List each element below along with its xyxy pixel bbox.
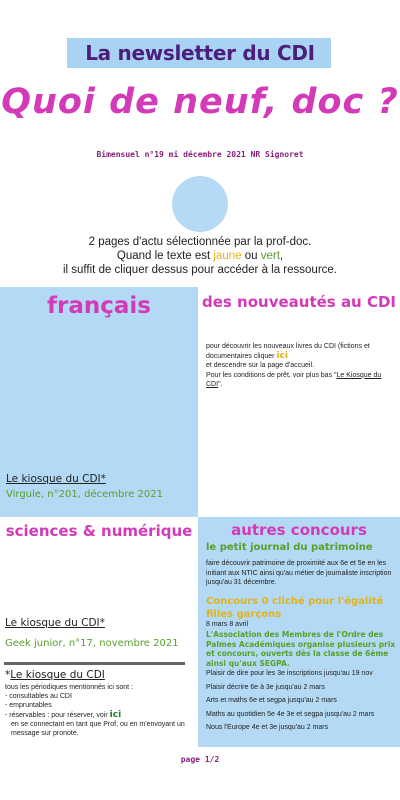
ici-link-nouveautes[interactable]: ici (276, 350, 288, 361)
concours-0-cliche-dates: 8 mars 8 avril (206, 621, 249, 628)
green-word: vert (260, 250, 280, 262)
section-nouveautes (198, 287, 400, 517)
nouveautes-title: des nouveautés au CDI (201, 293, 397, 311)
kiosque-link-francais[interactable]: Le kiosque du CDI* (6, 473, 106, 485)
headline: Quoi de neuf, doc ? (1, 82, 399, 122)
intro-text (0, 235, 400, 277)
logo-circle (172, 176, 228, 232)
concours-title: autres concours (231, 521, 367, 539)
intro-line-1: 2 pages d'actu sélectionnée par la prof-doc. (88, 236, 312, 248)
yellow-word: jaune (213, 250, 242, 262)
issue-line: Bimensuel n°19 mi décembre 2021 NR Signoret (96, 150, 304, 159)
kiosque-note-heading: *Le kiosque du CDI (5, 669, 105, 681)
concours-item: Plaisir décrire 6e à 3e jusqu'au 2 mars (206, 683, 325, 691)
concours-0-cliche-link[interactable]: Concours 0 cliché pour l'égalité filles garçons (206, 596, 384, 620)
page-number: page 1/2 (180, 755, 220, 764)
intro-line-2: Quand le texte est jaune ou vert, (116, 250, 284, 262)
divider (4, 662, 185, 665)
concours-list (206, 669, 398, 737)
intro-line-3: il suffit de cliquer dessus pour accéder à la ressource. (62, 264, 337, 276)
kiosque-link-note[interactable]: Le Kiosque du CDI (206, 371, 382, 388)
concours-item: Maths au quotidien 5e 4e 3e et segpa jusqu'au 2 mars (206, 710, 375, 718)
concours-palmes-link[interactable]: L'Association des Membres de l'Ordre des Palmes Académiques organise plusieurs prix et concours, ouverts dès la classe de 6ème ainsi qu'aux SEGPA. (206, 630, 396, 668)
sciences-title: sciences & numérique (5, 522, 193, 540)
newsletter-title: La newsletter du CDI (85, 41, 315, 65)
concours-item: Plaisir de dire pour les 3e inscriptions jusqu'au 19 nov (206, 670, 373, 677)
concours-item: Arts et maths 6e et segpa jusqu'au 2 mars (206, 697, 337, 704)
concours-patrimoine-text: faire découvrir patrimoine de proximité aux 6e et 5e en les initiant aux NTIC ainsi qu'au métier de journaliste inscription jusqu'au 31 décembre. (206, 560, 392, 586)
kiosque-note-text: tous les périodiques mentionnés ici sont : - consultables au CDI - empruntables - réservables : pour réserver, voir ici en se connectant en tant que Prof, ou en m'envoyant un message sur pronote. (5, 684, 185, 738)
kiosque-item-virgule[interactable]: Virgule, n°201, décembre 2021 (6, 489, 164, 500)
ici-link-reserver[interactable]: ici (109, 709, 122, 720)
concours-patrimoine-link[interactable]: le petit journal du patrimoine (206, 542, 373, 553)
kiosque-link-sciences[interactable]: Le kiosque du CDI* (5, 617, 105, 629)
concours-item: Nous l'Europe 4e et 3e jusqu'au 2 mars (206, 724, 329, 731)
nouveautes-text: pour découvrir les nouveaux livres du CDI (fictions et documentaires cliquer ici et descendre sur la page d'accueil. Pour les conditions de prêt, voir plus bas "Le Kiosque du CDI". (206, 343, 382, 388)
francais-title: français (47, 293, 151, 319)
kiosque-item-geek-junior[interactable]: Geek junior, n°17, novembre 2021 (5, 638, 179, 649)
